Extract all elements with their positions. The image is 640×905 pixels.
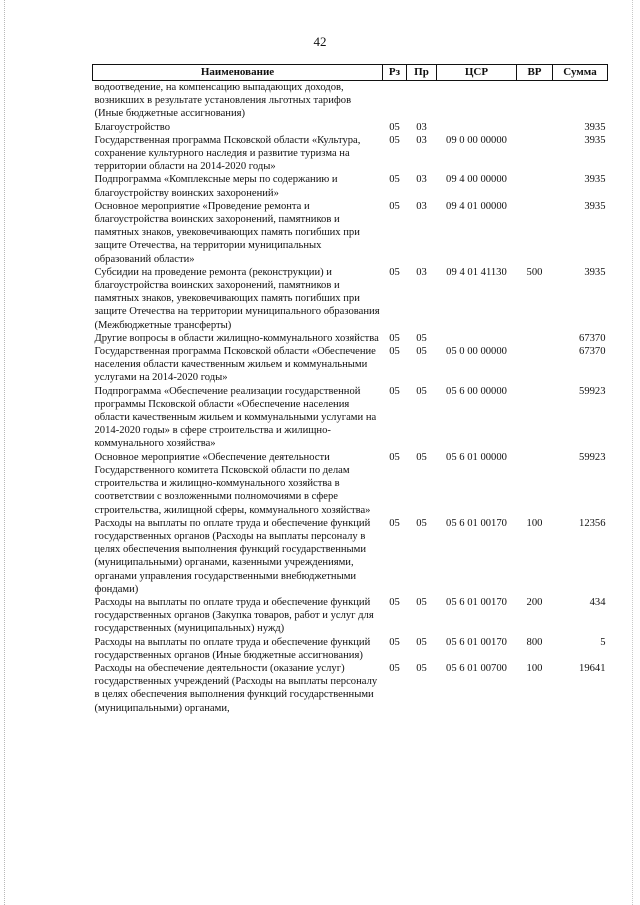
header-name: Наименование [93, 65, 383, 81]
cell-vr [517, 200, 553, 266]
cell-pr: 05 [416, 451, 427, 463]
cell-csr: 09 0 00 00000 [446, 134, 507, 146]
table-header-row [93, 65, 608, 81]
cell-pr: 03 [416, 174, 427, 186]
cell-name: Подпрограмма «Обеспечение реализации государственной программы Псковской области «Обеспечение населения области качественным жильем и коммунальными услугами на 2014-2020 годы» в сфере строительства и жилищно-коммунального хозяйства» [94, 385, 377, 450]
cell-sum: 12356 [579, 517, 606, 529]
cell-pr: 05 [416, 662, 427, 674]
cell-rz: 05 [389, 332, 400, 344]
cell-name: Основное мероприятие «Проведение ремонта и благоустройства воинских захоронений, памятников и памятных знаков, увековечивающих память погибших при защите Отечества, на территории муниципальных образований области» [94, 200, 360, 265]
cell-rz: 05 [389, 596, 400, 608]
table-row [93, 345, 608, 385]
table-row [93, 81, 608, 121]
cell-rz: 05 [389, 636, 400, 648]
cell-pr: 03 [416, 266, 427, 278]
scan-edge-right [632, 0, 633, 905]
cell-sum: 67370 [579, 346, 606, 358]
header-rz: Рз [383, 65, 407, 81]
cell-csr: 09 4 01 41130 [446, 266, 507, 278]
cell-rz: 05 [389, 266, 400, 278]
cell-rz: 05 [389, 174, 400, 186]
cell-pr: 03 [416, 121, 427, 133]
cell-vr [517, 385, 553, 451]
cell-sum: 59923 [579, 385, 606, 397]
cell-rz: 05 [389, 134, 400, 146]
cell-vr [517, 121, 553, 134]
cell-rz: 05 [389, 346, 400, 358]
table-row [93, 451, 608, 517]
cell-vr [517, 81, 553, 121]
cell-csr: 05 6 00 00000 [446, 385, 507, 397]
cell-name: Расходы на выплаты по оплате труда и обеспечение функций государственных органов (Расходы на выплаты персоналу в целях обеспечения выполнения функций государственными (муниципальными) органами, казенными учреждениями, органами управления государственными внебюджетными фондами) [94, 517, 371, 595]
cell-sum: 3935 [584, 200, 606, 212]
cell-rz: 05 [389, 451, 400, 463]
table-row [93, 385, 608, 451]
cell-sum: 67370 [579, 332, 606, 344]
cell-name: Расходы на выплаты по оплате труда и обеспечение функций государственных органов (Иные бюджетные ассигнования) [94, 636, 371, 661]
cell-name: Благоустройство [94, 121, 170, 133]
header-sum: Сумма [553, 65, 608, 81]
cell-sum: 3935 [584, 134, 606, 146]
cell-pr: 05 [416, 346, 427, 358]
table-row [93, 121, 608, 134]
header-pr: Пр [407, 65, 437, 81]
table-row [93, 662, 608, 715]
cell-csr [437, 121, 517, 134]
cell-vr: 500 [526, 266, 543, 278]
cell-pr: 05 [416, 596, 427, 608]
cell-rz: 05 [389, 121, 400, 133]
cell-csr: 09 4 00 00000 [446, 174, 507, 186]
cell-rz: 05 [389, 517, 400, 529]
cell-vr [517, 332, 553, 345]
cell-name: Государственная программа Псковской области «Культура, сохранение культурного наследия и развитие туризма на территории области на 2014-2020 годы» [94, 134, 361, 173]
cell-csr: 05 6 01 00170 [446, 596, 507, 608]
cell-vr [517, 134, 553, 174]
cell-vr: 100 [526, 662, 543, 674]
table-row [93, 332, 608, 345]
cell-sum: 5 [600, 636, 606, 648]
cell-pr: 05 [416, 385, 427, 397]
cell-name: Подпрограмма «Комплексные меры по содержанию и благоустройству воинских захоронений» [94, 174, 338, 199]
cell-vr: 200 [526, 596, 543, 608]
cell-sum: 59923 [579, 451, 606, 463]
table-body [93, 81, 608, 715]
cell-name: Государственная программа Псковской области «Обеспечение населения области качественным жильем и коммунальными услугами на 2014-2020 годы» [94, 346, 376, 384]
cell-csr [437, 81, 517, 121]
cell-rz: 05 [389, 385, 400, 397]
cell-csr: 05 6 01 00170 [446, 636, 507, 648]
cell-sum: 3935 [584, 266, 606, 278]
cell-pr [407, 81, 437, 121]
cell-sum: 19641 [579, 662, 606, 674]
table-row [93, 200, 608, 266]
cell-vr: 100 [526, 517, 543, 529]
cell-csr: 05 0 00 00000 [446, 346, 507, 358]
header-csr: ЦСР [437, 65, 517, 81]
cell-csr: 05 6 01 00000 [446, 451, 507, 463]
cell-sum [553, 81, 608, 121]
cell-pr: 05 [416, 332, 427, 344]
table-row [93, 636, 608, 662]
cell-sum: 434 [589, 596, 606, 608]
cell-sum: 3935 [584, 121, 606, 133]
cell-pr: 05 [416, 517, 427, 529]
cell-pr: 03 [416, 134, 427, 146]
table-row [93, 266, 608, 332]
table-row [93, 517, 608, 596]
cell-name: Субсидии на проведение ремонта (реконструкции) и благоустройства воинских захоронений, памятников и памятных знаков, увековечивающих память погибших при защите Отечества на территории муниципального образования (Межбюджетные трансферты) [94, 266, 380, 331]
cell-pr: 03 [416, 200, 427, 212]
table-row [93, 596, 608, 636]
cell-rz: 05 [389, 662, 400, 674]
cell-csr [437, 332, 517, 345]
scan-edge-left [4, 0, 5, 905]
cell-vr [517, 173, 553, 199]
cell-name: водоотведение, на компенсацию выпадающих доходов, возникших в результате установления льготных тарифов (Иные бюджетные ассигнования) [94, 82, 352, 120]
cell-vr [517, 345, 553, 385]
cell-sum: 3935 [584, 174, 606, 186]
cell-name: Основное мероприятие «Обеспечение деятельности Государственного комитета Псковской области по делам строительства и жилищно-коммунального хозяйства в соответствии с возложенными полномочиями в сфере строительства, жилищной сферы, коммунального хозяйства» [94, 451, 371, 516]
cell-csr: 05 6 01 00700 [446, 662, 507, 674]
table-row [93, 173, 608, 199]
cell-csr: 09 4 01 00000 [446, 200, 507, 212]
cell-csr: 05 6 01 00170 [446, 517, 507, 529]
page-number: 42 [313, 34, 327, 49]
header-vr: ВР [517, 65, 553, 81]
cell-name: Расходы на выплаты по оплате труда и обеспечение функций государственных органов (Закупка товаров, работ и услуг для государственных (муниципальных) нужд) [94, 596, 374, 635]
cell-name: Расходы на обеспечение деятельности (оказание услуг) государственных учреждений (Расходы на выплаты персоналу в целях обеспечения выполнения функций государственными (муниципальными) органами, [94, 662, 378, 714]
cell-rz: 05 [389, 200, 400, 212]
budget-table [92, 64, 608, 715]
cell-vr: 800 [526, 636, 543, 648]
table-row [93, 134, 608, 174]
cell-rz [383, 81, 407, 121]
cell-pr: 05 [416, 636, 427, 648]
cell-vr [517, 451, 553, 517]
cell-name: Другие вопросы в области жилищно-коммунального хозяйства [94, 332, 379, 344]
